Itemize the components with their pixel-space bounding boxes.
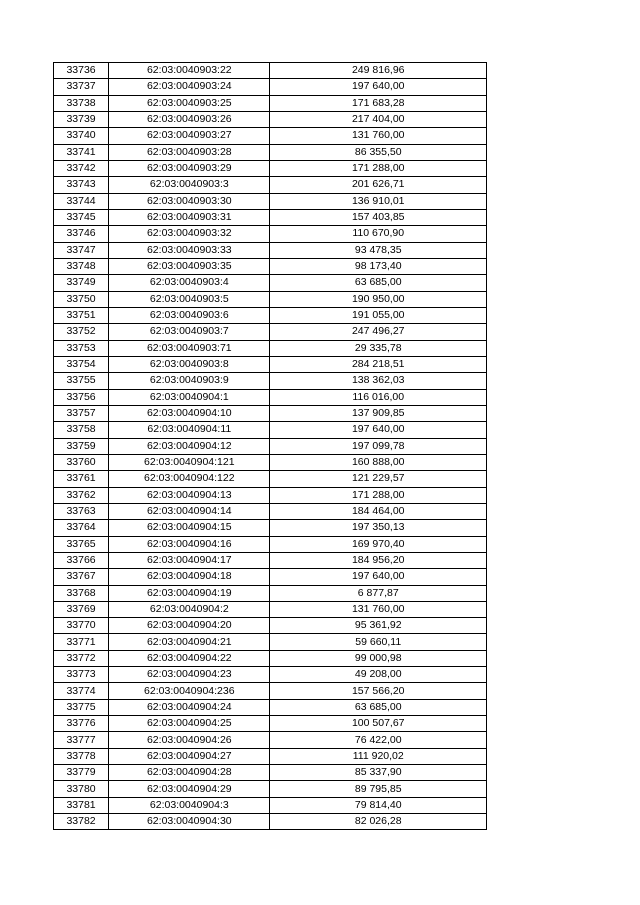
row-number-cell: 33741 (54, 144, 109, 160)
table-row (54, 438, 487, 454)
row-number-cell: 33743 (54, 177, 109, 193)
row-number-cell: 33748 (54, 258, 109, 274)
table-row (54, 814, 487, 830)
cadastral-value-cell: 249 816,96 (270, 63, 487, 79)
row-number-cell: 33758 (54, 422, 109, 438)
cadastral-value-cell: 111 920,02 (270, 748, 487, 764)
cadastral-value-cell: 169 970,40 (270, 536, 487, 552)
table-row (54, 699, 487, 715)
table-row (54, 650, 487, 666)
table-row (54, 193, 487, 209)
table-row (54, 748, 487, 764)
row-number-cell: 33767 (54, 569, 109, 585)
table-row (54, 324, 487, 340)
cadastral-value-cell: 63 685,00 (270, 699, 487, 715)
cadastral-number-cell: 62:03:0040904:24 (109, 699, 270, 715)
table-row (54, 585, 487, 601)
table-body (54, 63, 487, 830)
cadastral-value-table (53, 62, 487, 830)
cadastral-number-cell: 62:03:0040903:8 (109, 356, 270, 372)
table-row (54, 601, 487, 617)
row-number-cell: 33745 (54, 209, 109, 225)
table-row (54, 79, 487, 95)
table-row (54, 389, 487, 405)
cadastral-value-cell: 100 507,67 (270, 716, 487, 732)
cadastral-number-cell: 62:03:0040903:6 (109, 307, 270, 323)
table-row (54, 765, 487, 781)
row-number-cell: 33737 (54, 79, 109, 95)
table-row (54, 781, 487, 797)
cadastral-number-cell: 62:03:0040904:29 (109, 781, 270, 797)
table-row (54, 716, 487, 732)
table-row (54, 422, 487, 438)
cadastral-number-cell: 62:03:0040903:3 (109, 177, 270, 193)
row-number-cell: 33755 (54, 373, 109, 389)
cadastral-number-cell: 62:03:0040903:33 (109, 242, 270, 258)
row-number-cell: 33747 (54, 242, 109, 258)
row-number-cell: 33740 (54, 128, 109, 144)
row-number-cell: 33776 (54, 716, 109, 732)
row-number-cell: 33749 (54, 275, 109, 291)
table-row (54, 552, 487, 568)
cadastral-number-cell: 62:03:0040903:25 (109, 95, 270, 111)
cadastral-value-cell: 197 640,00 (270, 422, 487, 438)
cadastral-number-cell: 62:03:0040904:23 (109, 667, 270, 683)
table-row (54, 144, 487, 160)
cadastral-value-cell: 131 760,00 (270, 128, 487, 144)
row-number-cell: 33754 (54, 356, 109, 372)
cadastral-value-cell: 59 660,11 (270, 634, 487, 650)
row-number-cell: 33761 (54, 471, 109, 487)
cadastral-number-cell: 62:03:0040904:17 (109, 552, 270, 568)
cadastral-number-cell: 62:03:0040904:10 (109, 405, 270, 421)
row-number-cell: 33753 (54, 340, 109, 356)
table-row (54, 111, 487, 127)
cadastral-number-cell: 62:03:0040904:26 (109, 732, 270, 748)
cadastral-number-cell: 62:03:0040903:28 (109, 144, 270, 160)
table-row (54, 340, 487, 356)
row-number-cell: 33759 (54, 438, 109, 454)
table-row (54, 634, 487, 650)
row-number-cell: 33770 (54, 618, 109, 634)
row-number-cell: 33739 (54, 111, 109, 127)
row-number-cell: 33751 (54, 307, 109, 323)
row-number-cell: 33773 (54, 667, 109, 683)
table-row (54, 503, 487, 519)
cadastral-value-cell: 197 099,78 (270, 438, 487, 454)
cadastral-value-cell: 190 950,00 (270, 291, 487, 307)
row-number-cell: 33772 (54, 650, 109, 666)
cadastral-value-cell: 95 361,92 (270, 618, 487, 634)
row-number-cell: 33766 (54, 552, 109, 568)
cadastral-value-cell: 138 362,03 (270, 373, 487, 389)
cadastral-number-cell: 62:03:0040903:7 (109, 324, 270, 340)
cadastral-value-cell: 93 478,35 (270, 242, 487, 258)
row-number-cell: 33744 (54, 193, 109, 209)
cadastral-value-cell: 191 055,00 (270, 307, 487, 323)
cadastral-number-cell: 62:03:0040904:18 (109, 569, 270, 585)
table-row (54, 536, 487, 552)
row-number-cell: 33752 (54, 324, 109, 340)
cadastral-value-cell: 110 670,90 (270, 226, 487, 242)
cadastral-number-cell: 62:03:0040903:9 (109, 373, 270, 389)
cadastral-number-cell: 62:03:0040903:32 (109, 226, 270, 242)
table-row (54, 471, 487, 487)
cadastral-number-cell: 62:03:0040904:15 (109, 520, 270, 536)
cadastral-value-cell: 98 173,40 (270, 258, 487, 274)
row-number-cell: 33750 (54, 291, 109, 307)
cadastral-value-cell: 6 877,87 (270, 585, 487, 601)
table-row (54, 405, 487, 421)
cadastral-number-cell: 62:03:0040903:27 (109, 128, 270, 144)
cadastral-value-cell: 157 403,85 (270, 209, 487, 225)
table-row (54, 226, 487, 242)
row-number-cell: 33781 (54, 797, 109, 813)
cadastral-number-cell: 62:03:0040903:71 (109, 340, 270, 356)
cadastral-number-cell: 62:03:0040904:28 (109, 765, 270, 781)
row-number-cell: 33756 (54, 389, 109, 405)
table-row (54, 454, 487, 470)
cadastral-value-cell: 184 956,20 (270, 552, 487, 568)
cadastral-number-cell: 62:03:0040903:24 (109, 79, 270, 95)
cadastral-value-cell: 63 685,00 (270, 275, 487, 291)
cadastral-value-cell: 247 496,27 (270, 324, 487, 340)
row-number-cell: 33778 (54, 748, 109, 764)
cadastral-value-cell: 171 288,00 (270, 487, 487, 503)
cadastral-number-cell: 62:03:0040904:21 (109, 634, 270, 650)
cadastral-number-cell: 62:03:0040904:122 (109, 471, 270, 487)
cadastral-number-cell: 62:03:0040904:22 (109, 650, 270, 666)
cadastral-number-cell: 62:03:0040903:35 (109, 258, 270, 274)
cadastral-number-cell: 62:03:0040904:30 (109, 814, 270, 830)
cadastral-value-cell: 86 355,50 (270, 144, 487, 160)
cadastral-value-cell: 121 229,57 (270, 471, 487, 487)
cadastral-number-cell: 62:03:0040904:12 (109, 438, 270, 454)
row-number-cell: 33780 (54, 781, 109, 797)
cadastral-number-cell: 62:03:0040904:2 (109, 601, 270, 617)
row-number-cell: 33782 (54, 814, 109, 830)
row-number-cell: 33738 (54, 95, 109, 111)
cadastral-value-cell: 160 888,00 (270, 454, 487, 470)
cadastral-value-cell: 137 909,85 (270, 405, 487, 421)
cadastral-value-cell: 89 795,85 (270, 781, 487, 797)
row-number-cell: 33775 (54, 699, 109, 715)
row-number-cell: 33765 (54, 536, 109, 552)
table-row (54, 160, 487, 176)
table-row (54, 356, 487, 372)
cadastral-number-cell: 62:03:0040904:3 (109, 797, 270, 813)
cadastral-number-cell: 62:03:0040904:14 (109, 503, 270, 519)
row-number-cell: 33771 (54, 634, 109, 650)
cadastral-value-cell: 29 335,78 (270, 340, 487, 356)
row-number-cell: 33757 (54, 405, 109, 421)
table-row (54, 618, 487, 634)
row-number-cell: 33736 (54, 63, 109, 79)
cadastral-number-cell: 62:03:0040904:25 (109, 716, 270, 732)
row-number-cell: 33774 (54, 683, 109, 699)
table-row (54, 373, 487, 389)
cadastral-value-cell: 116 016,00 (270, 389, 487, 405)
row-number-cell: 33762 (54, 487, 109, 503)
table-row (54, 128, 487, 144)
cadastral-value-cell: 157 566,20 (270, 683, 487, 699)
row-number-cell: 33768 (54, 585, 109, 601)
cadastral-value-cell: 184 464,00 (270, 503, 487, 519)
table-row (54, 683, 487, 699)
table-row (54, 520, 487, 536)
cadastral-number-cell: 62:03:0040904:11 (109, 422, 270, 438)
cadastral-number-cell: 62:03:0040903:29 (109, 160, 270, 176)
cadastral-value-cell: 217 404,00 (270, 111, 487, 127)
table-row (54, 63, 487, 79)
row-number-cell: 33746 (54, 226, 109, 242)
cadastral-value-cell: 99 000,98 (270, 650, 487, 666)
table-row (54, 258, 487, 274)
cadastral-value-cell: 49 208,00 (270, 667, 487, 683)
cadastral-value-cell: 171 288,00 (270, 160, 487, 176)
cadastral-value-cell: 197 350,13 (270, 520, 487, 536)
cadastral-number-cell: 62:03:0040903:22 (109, 63, 270, 79)
cadastral-number-cell: 62:03:0040904:13 (109, 487, 270, 503)
row-number-cell: 33769 (54, 601, 109, 617)
cadastral-number-cell: 62:03:0040903:31 (109, 209, 270, 225)
cadastral-value-cell: 79 814,40 (270, 797, 487, 813)
cadastral-value-cell: 136 910,01 (270, 193, 487, 209)
row-number-cell: 33742 (54, 160, 109, 176)
cadastral-number-cell: 62:03:0040903:4 (109, 275, 270, 291)
cadastral-value-cell: 76 422,00 (270, 732, 487, 748)
cadastral-value-cell: 131 760,00 (270, 601, 487, 617)
cadastral-number-cell: 62:03:0040903:5 (109, 291, 270, 307)
table-row (54, 569, 487, 585)
row-number-cell: 33764 (54, 520, 109, 536)
row-number-cell: 33779 (54, 765, 109, 781)
table-row (54, 95, 487, 111)
cadastral-number-cell: 62:03:0040904:121 (109, 454, 270, 470)
cadastral-number-cell: 62:03:0040903:30 (109, 193, 270, 209)
cadastral-number-cell: 62:03:0040903:26 (109, 111, 270, 127)
cadastral-value-cell: 201 626,71 (270, 177, 487, 193)
table-row (54, 242, 487, 258)
table-row (54, 797, 487, 813)
table-row (54, 307, 487, 323)
cadastral-value-cell: 82 026,28 (270, 814, 487, 830)
cadastral-value-cell: 85 337,90 (270, 765, 487, 781)
row-number-cell: 33760 (54, 454, 109, 470)
cadastral-value-cell: 197 640,00 (270, 569, 487, 585)
cadastral-number-cell: 62:03:0040904:236 (109, 683, 270, 699)
cadastral-number-cell: 62:03:0040904:16 (109, 536, 270, 552)
table-row (54, 291, 487, 307)
cadastral-value-cell: 284 218,51 (270, 356, 487, 372)
table-row (54, 275, 487, 291)
table-row (54, 177, 487, 193)
cadastral-value-cell: 197 640,00 (270, 79, 487, 95)
table-row (54, 209, 487, 225)
cadastral-number-cell: 62:03:0040904:1 (109, 389, 270, 405)
row-number-cell: 33777 (54, 732, 109, 748)
cadastral-number-cell: 62:03:0040904:27 (109, 748, 270, 764)
table-row (54, 487, 487, 503)
table-row (54, 667, 487, 683)
cadastral-number-cell: 62:03:0040904:19 (109, 585, 270, 601)
table-row (54, 732, 487, 748)
cadastral-number-cell: 62:03:0040904:20 (109, 618, 270, 634)
row-number-cell: 33763 (54, 503, 109, 519)
cadastral-value-cell: 171 683,28 (270, 95, 487, 111)
